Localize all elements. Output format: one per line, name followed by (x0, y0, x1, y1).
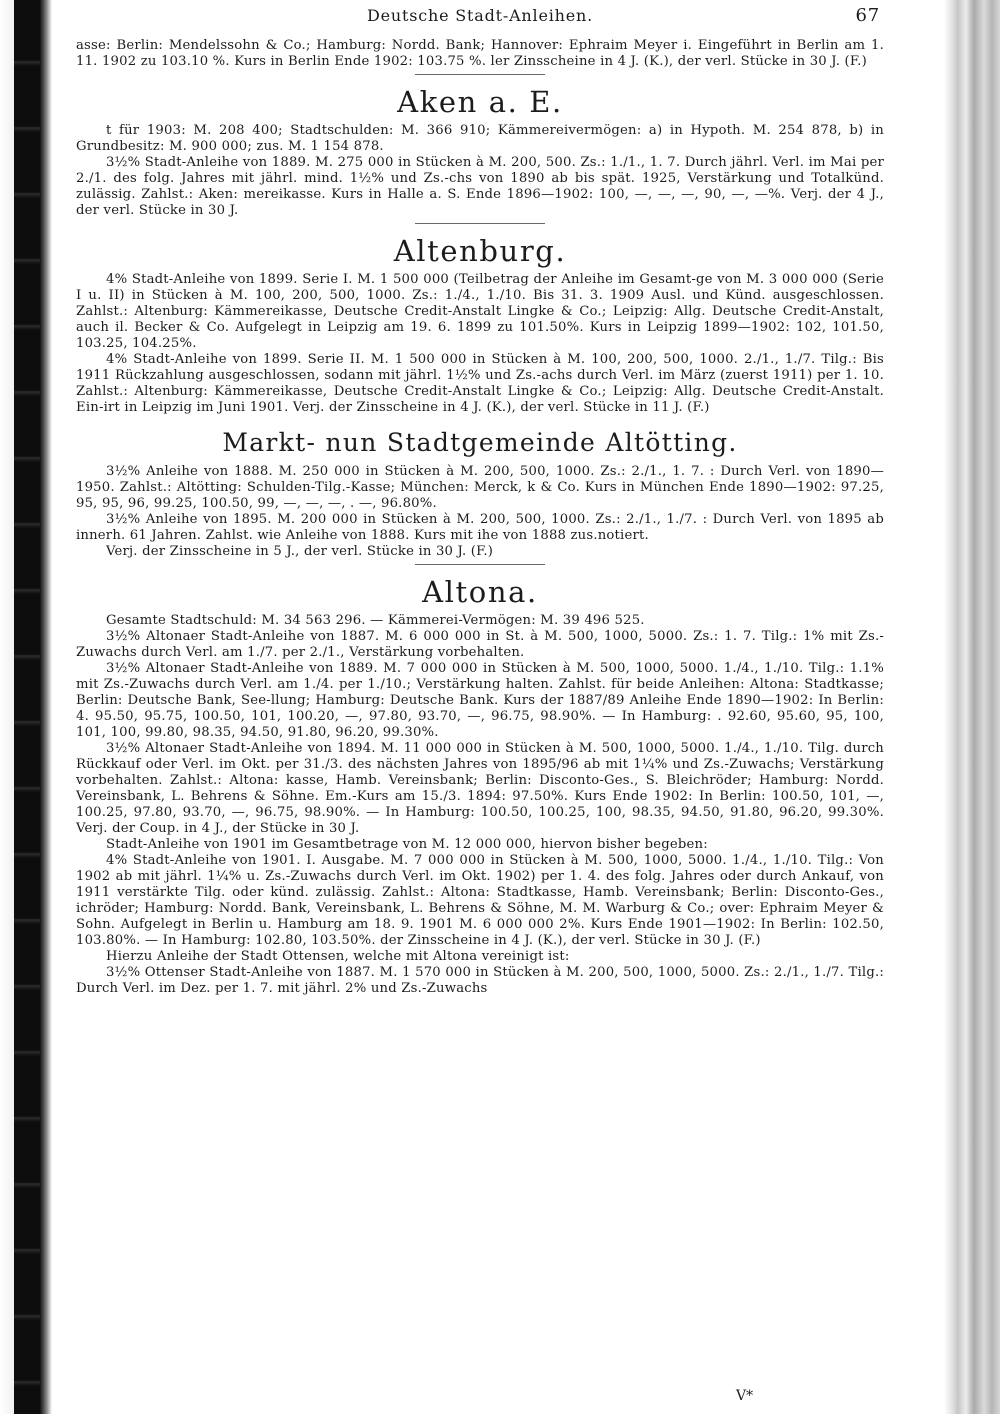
signature-mark: V* (736, 1388, 754, 1404)
page (76, 5, 884, 997)
paragraph: Stadt-Anleihe von 1901 im Gesamtbetrage von M. 12 000 000, hiervon bisher begeben: (106, 837, 708, 852)
paragraph: 4% Stadt-Anleihe von 1899. Serie I. M. 1 500 000 (Teilbetrag der Anleihe im Gesamt-ge von M. 3 000 000 (Serie I u. II) in Stücken à M. 100, 200, 500, 1000. Zs.: 1./4., 1./10. Bis 31. 3. 1909 Ausl. und Künd. ausgeschlossen. Zahlst.: Altenburg: Kämmereikasse, Deutsche Credit-Anstalt Lingke & Co.; Leipzig: Allg. Deutsche Credit-Anstalt, auch il. Becker & Co. Aufgelegt in Leipzig am 19. 6. 1899 zu 101.50%. Kurs in Leipzig 1899—1902: 102, 101.50, 103.25, 104.25%. (76, 272, 884, 351)
left-binding-gutter (0, 0, 52, 1414)
paragraph: Verj. der Zinsscheine in 5 J., der verl. Stücke in 30 J. (F.) (106, 544, 494, 559)
divider (415, 564, 545, 565)
paragraph: 3½% Ottenser Stadt-Anleihe von 1887. M. 1 570 000 in Stücken à M. 200, 500, 1000, 5000. Zs.: 2./1., 1./7. Tilg.: Durch Verl. im Dez. per 1. 7. mit jährl. 2% und Zs.-Zuwachs (76, 965, 884, 996)
paragraph: 3½% Anleihe von 1888. M. 250 000 in Stücken à M. 200, 500, 1000. Zs.: 2./1., 1. 7. : Durch Verl. von 1890—1950. Zahlst.: Altötting: Schulden-Tilg.-Kasse; München: Merck, k & Co. Kurs in München Ende 1890—1902: 97.25, 95, 95, 96, 99.25, 100.50, 99, —, —, —, . —, 96.80%. (76, 464, 884, 511)
paragraph: 3½% Altonaer Stadt-Anleihe von 1887. M. 6 000 000 in St. à M. 500, 1000, 5000. Zs.: 1. 7. Tilg.: 1% mit Zs.-Zuwachs durch Verl. am 1./7. per 2./1., Verstärkung vorbehalten. (76, 629, 884, 660)
section-title-altoetting: Markt- nun Stadtgemeinde Altötting. (222, 428, 738, 457)
intro-paragraph: asse: Berlin: Mendelssohn & Co.; Hamburg: Nordd. Bank; Hannover: Ephraim Meyer i. Eingeführt in Berlin am 1. 11. 1902 zu 103.10 %. Kurs in Berlin Ende 1902: 103.75 %. ler Zinsscheine in 4 J. (K.), der verl. Stücke in 30 J. (F.) (76, 38, 884, 69)
paragraph: 3½% Anleihe von 1895. M. 200 000 in Stücken à M. 200, 500, 1000. Zs.: 2./1., 1./7. : Durch Verl. von 1895 ab innerh. 61 Jahren. Zahlst. wie Anleihe von 1888. Kurs mit ihe von 1888 zus.notiert. (76, 512, 884, 543)
page-number: 67 (855, 5, 880, 26)
paragraph: 3½% Stadt-Anleihe von 1889. M. 275 000 in Stücken à M. 200, 500. Zs.: 1./1., 1. 7. Durch jährl. Verl. im Mai per 2./1. des folg. Jahres mit jährl. mind. 1½% und Zs.-chs von 1890 ab bis spät. 1925, Verstärkung und Totalkünd. zulässig. Zahlst.: Aken: mereikasse. Kurs in Halle a. S. Ende 1896—1902: 100, —, —, —, 90, —, —%. Verj. der 4 J., der verl. Stücke in 30 J. (76, 155, 884, 218)
paragraph: 4% Stadt-Anleihe von 1901. I. Ausgabe. M. 7 000 000 in Stücken à M. 500, 1000, 5000. 1./4., 1./10. Tilg.: Von 1902 ab mit jährl. 1¼% u. Zs.-Zuwachs durch Verl. im Okt. 1902) per 1. 4. des folg. Jahres oder durch Ankauf, von 1911 verstärkte Tilg. oder künd. zulässig. Zahlst.: Altona: Stadtkasse, Hamb. Vereinsbank; Berlin: Disconto-Ges., ichröder; Hamburg: Nordd. Bank, Vereinsbank, L. Behrens & Söhne, M. M. Warburg & Co.; over: Ephraim Meyer & Sohn. Aufgelegt in Berlin u. Hamburg am 18. 9. 1901 M. 6 000 000 2%. Kurs Ende 1901—1902: In Berlin: 102.50, 103.80%. — In Hamburg: 102.80, 103.50%. der Zinsscheine in 4 J. (K.), der verl. Stücke in 30 J. (F.) (76, 853, 884, 948)
paragraph: 4% Stadt-Anleihe von 1899. Serie II. M. 1 500 000 in Stücken à M. 100, 200, 500, 1000. 2./1., 1./7. Tilg.: Bis 1911 Rückzahlung ausgeschlossen, sodann mit jährl. 1½% und Zs.-achs durch Verl. im März (zuerst 1911) per 1. 10. Zahlst.: Altenburg: Kämmereikasse, Deutsche Credit-Anstalt Lingke & Co.; Leipzig: Allg. Deutsche Credit-Anstalt. Ein-irt in Leipzig im Juni 1901. Verj. der Zinsscheine in 4 J. (K.), der verl. Stücke in 11 J. (F.) (76, 352, 884, 415)
running-title: Deutsche Stadt-Anleihen. (367, 6, 593, 25)
section-title-altona: Altona. (422, 575, 538, 609)
paragraph: t für 1903: M. 208 400; Stadtschulden: M. 366 910; Kämmereivermögen: a) in Hypoth. M. 254 878, b) in Grundbesitz: M. 900 000; zus. M. 1 154 878. (76, 123, 884, 154)
paragraph: Gesamte Stadtschuld: M. 34 563 296. — Kämmerei-Vermögen: M. 39 496 525. (106, 613, 645, 628)
paragraph: 3½% Altonaer Stadt-Anleihe von 1894. M. 11 000 000 in Stücken à M. 500, 1000, 5000. 1./4., 1./10. Tilg. durch Rückkauf oder Verl. im Okt. per 31./3. des nächsten Jahres von 1895/96 ab mit 1¼% und Zs.-Zuwachs; Verstärkung vorbehalten. Zahlst.: Altona: kasse, Hamb. Vereinsbank; Berlin: Disconto-Ges., S. Bleichröder; Hamburg: Nordd. Vereinsbank, L. Behrens & Söhne. Em.-Kurs am 15./3. 1894: 97.50%. Kurs Ende 1902: In Berlin: 100.50, 101, —, 100.25, 97.80, 93.70, —, 96.75, 98.90%. — In Hamburg: 100.50, 100.25, 100, 98.35, 94.50, 91.80, 96.20, 99.30%. Verj. der Coup. in 4 J., der Stücke in 30 J. (76, 741, 884, 836)
paragraph: Hierzu Anleihe der Stadt Ottensen, welche mit Altona vereinigt ist: (106, 949, 570, 964)
divider (415, 223, 545, 224)
section-title-altenburg: Altenburg. (393, 234, 567, 268)
running-head (76, 5, 884, 38)
section-title-aken: Aken a. E. (397, 85, 563, 119)
divider (415, 74, 545, 75)
paragraph: 3½% Altonaer Stadt-Anleihe von 1889. M. 7 000 000 in Stücken à M. 500, 1000, 5000. 1./4., 1./10. Tilg.: 1.1% mit Zs.-Zuwachs durch Verl. am 1./4. per 1./10.; Verstärkung halten. Zahlst. für beide Anleihen: Altona: Stadtkasse; Berlin: Deutsche Bank, See-llung; Hamburg: Deutsche Bank. Kurs der 1887/89 Anleihe Ende 1890—1902: In Berlin: 4. 95.50, 95.75, 100.50, 101, 100.20, —, 97.80, 93.70, —, 96.75, 98.90%. — In Hamburg: . 92.60, 95.60, 95, 100, 101, 100, 99.80, 98.35, 94.50, 91.80, 96.20, 99.30%. (76, 661, 884, 740)
right-page-edge (944, 0, 1000, 1414)
